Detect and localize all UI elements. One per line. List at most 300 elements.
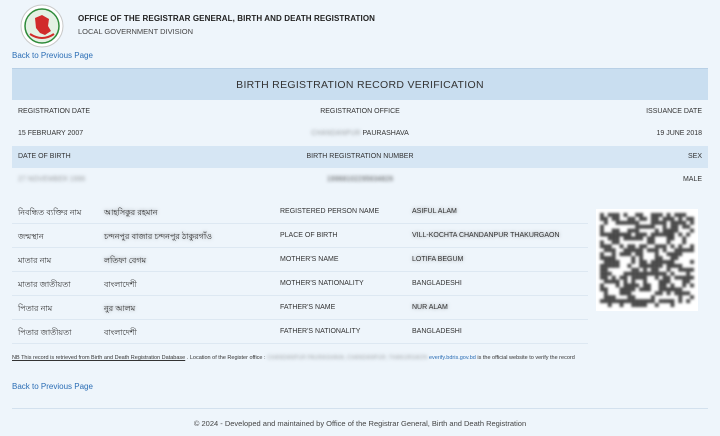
qr-module xyxy=(690,229,694,233)
qr-module xyxy=(627,295,631,299)
detail-bn-value: বাংলাদেশী xyxy=(104,328,137,337)
detail-bn-value: বাংলাদেশী xyxy=(104,280,137,289)
qr-module xyxy=(671,244,675,248)
qr-module xyxy=(682,221,686,225)
qr-module xyxy=(655,276,659,280)
birth-value-row xyxy=(12,169,708,191)
detail-en-value: BANGLADESHI xyxy=(412,328,462,335)
qr-module xyxy=(663,284,667,288)
qr-module xyxy=(639,276,643,280)
qr-module xyxy=(604,280,608,284)
org-subtitle: LOCAL GOVERNMENT DIVISION xyxy=(78,27,194,36)
qr-module xyxy=(647,225,651,229)
qr-module xyxy=(608,213,612,217)
qr-module xyxy=(659,264,663,268)
qr-module xyxy=(612,280,616,284)
qr-module xyxy=(631,276,635,280)
qr-module xyxy=(635,303,639,307)
qr-module xyxy=(635,276,639,280)
registration-office-label: REGISTRATION OFFICE xyxy=(320,108,400,115)
qr-module xyxy=(655,303,659,307)
qr-module xyxy=(651,221,655,225)
qr-module xyxy=(686,276,690,280)
qr-module xyxy=(678,217,682,221)
table-row xyxy=(12,296,588,320)
qr-module xyxy=(624,272,628,276)
qr-module xyxy=(604,244,608,248)
qr-module xyxy=(655,252,659,256)
qr-module xyxy=(631,221,635,225)
qr-module xyxy=(608,256,612,260)
qr-module xyxy=(651,233,655,237)
qr-module xyxy=(616,264,620,268)
qr-module xyxy=(635,213,639,217)
qr-module xyxy=(604,295,608,299)
detail-bn-label: মাতার নাম xyxy=(18,256,52,265)
qr-module xyxy=(667,276,671,280)
qr-module xyxy=(624,213,628,217)
qr-module xyxy=(671,284,675,288)
qr-module xyxy=(667,268,671,272)
qr-module xyxy=(635,252,639,256)
qr-module xyxy=(604,268,608,272)
qr-module xyxy=(667,213,671,217)
issuance-date-value: 19 JUNE 2018 xyxy=(656,130,702,137)
qr-module xyxy=(616,280,620,284)
qr-module xyxy=(639,260,643,264)
qr-module xyxy=(639,252,643,256)
qr-module xyxy=(624,237,628,241)
qr-module xyxy=(667,252,671,256)
qr-module xyxy=(647,240,651,244)
qr-module xyxy=(690,221,694,225)
qr-module xyxy=(620,233,624,237)
qr-module xyxy=(608,244,612,248)
qr-module xyxy=(655,244,659,248)
qr-module xyxy=(604,217,608,221)
qr-module xyxy=(612,233,616,237)
qr-module xyxy=(682,237,686,241)
qr-module xyxy=(655,221,659,225)
qr-module xyxy=(612,213,616,217)
qr-module xyxy=(635,237,639,241)
qr-module xyxy=(643,287,647,291)
detail-en-label: MOTHER'S NAME xyxy=(280,256,339,263)
qr-module xyxy=(678,233,682,237)
qr-module xyxy=(663,221,667,225)
qr-module xyxy=(674,248,678,252)
qr-module xyxy=(600,217,604,221)
qr-module xyxy=(663,217,667,221)
qr-module xyxy=(612,237,616,241)
sex-value: MALE xyxy=(682,176,702,183)
qr-module xyxy=(659,299,663,303)
qr-module xyxy=(612,256,616,260)
qr-module xyxy=(674,276,678,280)
qr-module xyxy=(612,299,616,303)
qr-module xyxy=(604,260,608,264)
detail-en-label: FATHER'S NAME xyxy=(280,304,336,311)
qr-module xyxy=(663,260,667,264)
qr-module xyxy=(678,252,682,256)
qr-module xyxy=(671,260,675,264)
qr-module xyxy=(635,221,639,225)
qr-module xyxy=(624,280,628,284)
qr-module xyxy=(627,229,631,233)
qr-module xyxy=(612,248,616,252)
page-header xyxy=(12,4,712,48)
qr-module xyxy=(620,287,624,291)
qr-module xyxy=(627,244,631,248)
qr-module xyxy=(624,276,628,280)
qr-module xyxy=(671,233,675,237)
qr-module xyxy=(655,272,659,276)
qr-module xyxy=(690,276,694,280)
sex-label: SEX xyxy=(687,153,702,160)
qr-module xyxy=(682,291,686,295)
qr-module xyxy=(671,264,675,268)
qr-module xyxy=(631,244,635,248)
qr-module xyxy=(663,229,667,233)
detail-en-label: FATHER'S NATIONALITY xyxy=(280,328,361,335)
qr-module xyxy=(647,287,651,291)
qr-module xyxy=(627,221,631,225)
qr-module xyxy=(686,225,690,229)
qr-module xyxy=(647,237,651,241)
qr-module xyxy=(651,295,655,299)
qr-module xyxy=(627,217,631,221)
qr-module xyxy=(690,244,694,248)
qr-module xyxy=(616,299,620,303)
qr-module xyxy=(643,233,647,237)
qr-module xyxy=(643,280,647,284)
qr-module xyxy=(624,284,628,288)
qr-module xyxy=(631,272,635,276)
qr-module xyxy=(678,213,682,217)
qr-module xyxy=(651,217,655,221)
qr-module xyxy=(678,268,682,272)
qr-module xyxy=(674,221,678,225)
qr-module xyxy=(655,268,659,272)
dob-label: DATE OF BIRTH xyxy=(18,153,71,160)
qr-module xyxy=(631,237,635,241)
qr-module xyxy=(643,268,647,272)
qr-module xyxy=(659,260,663,264)
qr-module xyxy=(655,256,659,260)
qr-module xyxy=(663,272,667,276)
qr-module xyxy=(667,291,671,295)
qr-module xyxy=(651,260,655,264)
qr-module xyxy=(631,280,635,284)
qr-module xyxy=(612,264,616,268)
qr-module xyxy=(620,291,624,295)
qr-module xyxy=(608,260,612,264)
panel-title: BIRTH REGISTRATION RECORD VERIFICATION xyxy=(12,68,708,100)
qr-module xyxy=(686,268,690,272)
qr-module xyxy=(635,248,639,252)
qr-module xyxy=(659,233,663,237)
qr-module xyxy=(663,244,667,248)
qr-module xyxy=(663,248,667,252)
qr-module xyxy=(678,221,682,225)
qr-module xyxy=(663,299,667,303)
note-source: NB This record is retrieved from Birth and Death Registration Database xyxy=(12,355,186,361)
qr-module xyxy=(631,295,635,299)
table-row xyxy=(12,200,588,224)
qr-module xyxy=(616,217,620,221)
qr-module xyxy=(639,303,643,307)
verify-website-link[interactable]: everify.bdris.gov.bd xyxy=(428,355,476,361)
qr-module xyxy=(651,213,655,217)
qr-module xyxy=(690,248,694,252)
qr-module xyxy=(627,284,631,288)
qr-module xyxy=(608,295,612,299)
qr-module xyxy=(631,299,635,303)
qr-module xyxy=(627,248,631,252)
qr-module xyxy=(604,287,608,291)
qr-module xyxy=(686,248,690,252)
qr-module xyxy=(620,303,624,307)
detail-en-label: MOTHER'S NATIONALITY xyxy=(280,280,364,287)
qr-module xyxy=(690,284,694,288)
detail-en-value: BANGLADESHI xyxy=(412,280,462,287)
back-to-previous-link[interactable]: Back to Previous Page xyxy=(12,51,93,60)
qr-module xyxy=(686,291,690,295)
qr-module xyxy=(674,256,678,260)
qr-module xyxy=(624,252,628,256)
qr-module xyxy=(643,264,647,268)
qr-module xyxy=(600,299,604,303)
qr-module xyxy=(627,299,631,303)
qr-module xyxy=(600,213,604,217)
qr-module xyxy=(678,244,682,248)
qr-module xyxy=(659,221,663,225)
qr-module xyxy=(671,303,675,307)
qr-module xyxy=(671,237,675,241)
qr-module xyxy=(631,303,635,307)
qr-module xyxy=(635,225,639,229)
redacted-detail-value: VILL-KOCHTA CHANDANPUR THAKURGAON xyxy=(412,232,560,239)
qr-module xyxy=(620,276,624,280)
redacted-office-name: CHANDANPUR xyxy=(311,130,361,137)
qr-module xyxy=(667,240,671,244)
qr-module xyxy=(663,233,667,237)
qr-module xyxy=(639,272,643,276)
qr-module xyxy=(667,233,671,237)
qr-module xyxy=(659,287,663,291)
qr-module xyxy=(612,295,616,299)
qr-module xyxy=(631,217,635,221)
registration-date-label: REGISTRATION DATE xyxy=(18,108,91,115)
qr-module xyxy=(659,256,663,260)
qr-module xyxy=(604,248,608,252)
qr-module xyxy=(616,260,620,264)
qr-module xyxy=(682,240,686,244)
qr-module xyxy=(651,299,655,303)
qr-module xyxy=(639,237,643,241)
qr-module xyxy=(686,217,690,221)
qr-module xyxy=(647,248,651,252)
qr-module xyxy=(600,284,604,288)
qr-module xyxy=(600,229,604,233)
qr-module xyxy=(600,252,604,256)
redacted-detail-value: চন্দনপুর বাজার চন্দনপুর ঠাকুরগাঁও xyxy=(104,232,213,241)
qr-module xyxy=(600,244,604,248)
qr-module xyxy=(635,284,639,288)
qr-module xyxy=(600,264,604,268)
qr-module xyxy=(604,264,608,268)
qr-module xyxy=(682,280,686,284)
qr-module xyxy=(631,260,635,264)
qr-module xyxy=(600,268,604,272)
qr-module xyxy=(655,229,659,233)
qr-module xyxy=(616,229,620,233)
qr-module xyxy=(600,287,604,291)
redacted-detail-value: লতিফা বেগম xyxy=(104,256,147,265)
qr-module xyxy=(690,268,694,272)
registration-office-value: CHANDANPUR PAURASHAVA xyxy=(311,130,409,137)
qr-module xyxy=(667,217,671,221)
qr-module xyxy=(612,240,616,244)
qr-module xyxy=(608,248,612,252)
redacted-detail-value: ASIFUL ALAM xyxy=(412,208,457,215)
qr-module xyxy=(639,248,643,252)
brn-label: BIRTH REGISTRATION NUMBER xyxy=(306,153,414,160)
qr-module xyxy=(678,248,682,252)
qr-module xyxy=(608,233,612,237)
qr-module xyxy=(690,260,694,264)
qr-module xyxy=(678,287,682,291)
qr-module xyxy=(627,237,631,241)
table-row xyxy=(12,272,588,296)
qr-module xyxy=(671,299,675,303)
qr-module xyxy=(671,256,675,260)
org-title: OFFICE OF THE REGISTRAR GENERAL, BIRTH AND DEATH REGISTRATION xyxy=(78,14,376,23)
qr-module xyxy=(608,303,612,307)
qr-module xyxy=(674,287,678,291)
issuance-date-label: ISSUANCE DATE xyxy=(646,108,702,115)
qr-module xyxy=(635,233,639,237)
info-value-row xyxy=(12,123,708,145)
table-row xyxy=(12,320,588,344)
qr-module xyxy=(631,284,635,288)
qr-module xyxy=(667,280,671,284)
qr-module xyxy=(635,272,639,276)
details-table xyxy=(12,200,588,344)
qr-module xyxy=(643,276,647,280)
redacted-office-location: CHANDANPUR PAURASHAVA, CHANDANPUR, THAKURGAON xyxy=(267,355,428,361)
qr-module xyxy=(627,252,631,256)
qr-module xyxy=(647,264,651,268)
qr-module xyxy=(604,291,608,295)
qr-module xyxy=(682,268,686,272)
qr-module xyxy=(620,299,624,303)
record-note xyxy=(12,354,708,363)
qr-module xyxy=(671,217,675,221)
qr-module xyxy=(624,291,628,295)
qr-module xyxy=(682,248,686,252)
qr-module xyxy=(643,244,647,248)
qr-module xyxy=(671,252,675,256)
qr-module xyxy=(686,280,690,284)
qr-module xyxy=(655,264,659,268)
detail-bn-label: পিতার নাম xyxy=(18,304,53,313)
qr-module xyxy=(643,260,647,264)
qr-module xyxy=(690,295,694,299)
qr-module xyxy=(604,276,608,280)
qr-module xyxy=(686,233,690,237)
detail-en-label: REGISTERED PERSON NAME xyxy=(280,208,380,215)
qr-module xyxy=(612,252,616,256)
qr-module xyxy=(639,287,643,291)
qr-module xyxy=(682,284,686,288)
qr-module xyxy=(635,268,639,272)
qr-module xyxy=(674,225,678,229)
qr-module xyxy=(631,229,635,233)
qr-module xyxy=(667,287,671,291)
qr-module xyxy=(663,287,667,291)
qr-module xyxy=(674,291,678,295)
qr-module xyxy=(682,213,686,217)
qr-module xyxy=(616,213,620,217)
qr-module xyxy=(651,264,655,268)
qr-module xyxy=(643,225,647,229)
qr-module xyxy=(674,213,678,217)
qr-module xyxy=(624,287,628,291)
redacted-detail-value: নুর আলম xyxy=(104,304,136,313)
detail-bn-label: মাতার জাতীয়তা xyxy=(18,280,71,289)
qr-module xyxy=(600,256,604,260)
qr-module xyxy=(659,213,663,217)
qr-module xyxy=(639,217,643,221)
qr-module xyxy=(620,244,624,248)
qr-module xyxy=(600,276,604,280)
qr-module xyxy=(616,221,620,225)
qr-module xyxy=(659,244,663,248)
redacted-brn: 19968102295634826 xyxy=(326,176,394,183)
qr-module xyxy=(612,260,616,264)
qr-module xyxy=(616,237,620,241)
qr-module xyxy=(643,299,647,303)
qr-module xyxy=(635,299,639,303)
qr-module xyxy=(667,260,671,264)
qr-module xyxy=(663,225,667,229)
qr-module xyxy=(612,229,616,233)
qr-module xyxy=(604,256,608,260)
qr-module xyxy=(651,237,655,241)
qr-module xyxy=(643,217,647,221)
qr-module xyxy=(639,225,643,229)
qr-code-image xyxy=(600,213,694,307)
qr-module xyxy=(651,248,655,252)
qr-module xyxy=(678,276,682,280)
qr-module xyxy=(655,233,659,237)
qr-module xyxy=(608,264,612,268)
qr-module xyxy=(659,272,663,276)
qr-module xyxy=(631,268,635,272)
qr-module xyxy=(627,233,631,237)
back-to-previous-link-bottom[interactable]: Back to Previous Page xyxy=(12,382,93,391)
qr-module xyxy=(616,284,620,288)
qr-module xyxy=(678,295,682,299)
qr-module xyxy=(620,252,624,256)
detail-bn-label: পিতার জাতীয়তা xyxy=(18,328,72,337)
qr-module xyxy=(604,299,608,303)
qr-module xyxy=(651,225,655,229)
bangladesh-emblem-icon xyxy=(20,4,64,48)
detail-bn-label: জন্মস্থান xyxy=(18,232,44,241)
qr-module xyxy=(627,291,631,295)
